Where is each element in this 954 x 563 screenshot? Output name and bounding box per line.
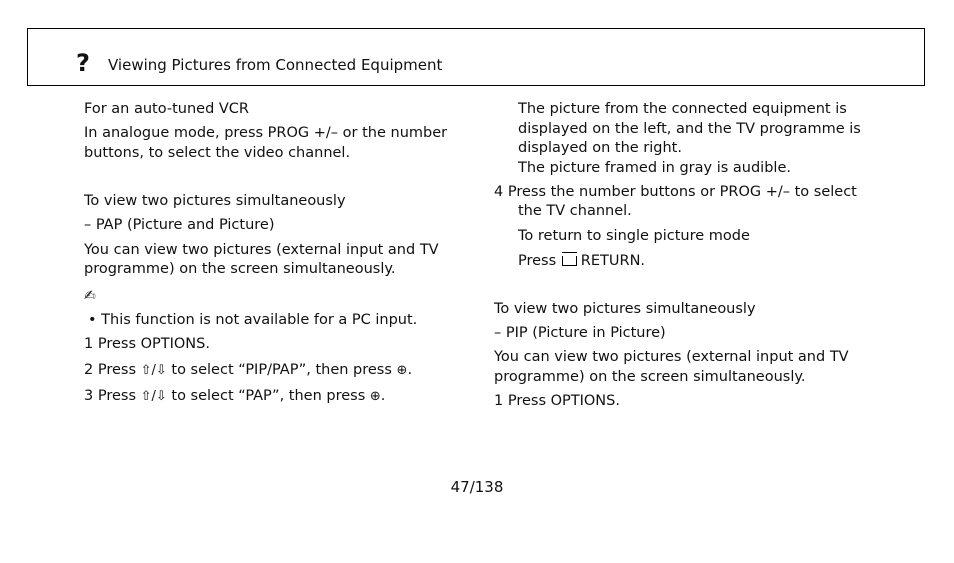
pip-heading-1: To view two pictures simultaneously xyxy=(494,301,756,317)
pap-result-3: displayed on the right. xyxy=(518,140,682,156)
note-icon: ✍ xyxy=(84,288,96,304)
step-4-2: the TV channel. xyxy=(518,203,632,219)
up-down-arrow-icon: ⇧/⇩ xyxy=(140,389,167,404)
return-instruction xyxy=(518,252,645,270)
return-press: Press xyxy=(518,253,557,269)
step-2-prefix: 2 Press xyxy=(84,362,141,378)
page-header xyxy=(27,28,925,86)
note-text: • This function is not available for a PC input. xyxy=(88,312,418,328)
step-3-text: to select “PAP”, then press xyxy=(166,388,370,404)
enter-icon: ⊕ xyxy=(369,389,381,404)
step-3-period: . xyxy=(380,388,386,404)
vcr-heading: For an auto-tuned VCR xyxy=(84,101,250,117)
step-2-period: . xyxy=(407,362,413,378)
step-1-right: 1 Press OPTIONS. xyxy=(494,393,620,409)
return-heading: To return to single picture mode xyxy=(518,228,750,244)
pap-text-1: You can view two pictures (external input and TV xyxy=(84,242,439,258)
step-2 xyxy=(84,361,412,380)
step-3-prefix: 3 Press xyxy=(84,388,141,404)
vcr-text-2: buttons, to select the video channel. xyxy=(84,145,351,161)
pap-result-1: The picture from the connected equipment is xyxy=(518,101,847,117)
return-icon xyxy=(562,256,577,266)
question-mark-icon: ? xyxy=(76,49,90,77)
step-1-left: 1 Press OPTIONS. xyxy=(84,336,210,352)
return-label: RETURN. xyxy=(580,253,646,269)
pap-heading-1: To view two pictures simultaneously xyxy=(84,193,346,209)
pap-result-2: displayed on the left, and the TV programme is xyxy=(518,121,861,137)
step-4-1: 4 Press the number buttons or PROG +/– to select xyxy=(494,184,857,200)
pap-text-2: programme) on the screen simultaneously. xyxy=(84,261,396,277)
up-down-arrow-icon: ⇧/⇩ xyxy=(140,363,167,378)
enter-icon: ⊕ xyxy=(396,363,408,378)
pip-text-2: programme) on the screen simultaneously. xyxy=(494,369,806,385)
pip-text-1: You can view two pictures (external input and TV xyxy=(494,349,849,365)
page-number: 47/138 xyxy=(450,478,504,496)
step-3 xyxy=(84,387,385,406)
pip-heading-2: – PIP (Picture in Picture) xyxy=(494,325,666,341)
vcr-text-1: In analogue mode, press PROG +/– or the number xyxy=(84,125,448,141)
pap-heading-2: – PAP (Picture and Picture) xyxy=(84,217,275,233)
step-2-text: to select “PIP/PAP”, then press xyxy=(166,362,397,378)
pap-result-4: The picture framed in gray is audible. xyxy=(518,160,791,176)
header-title: Viewing Pictures from Connected Equipment xyxy=(108,56,443,74)
